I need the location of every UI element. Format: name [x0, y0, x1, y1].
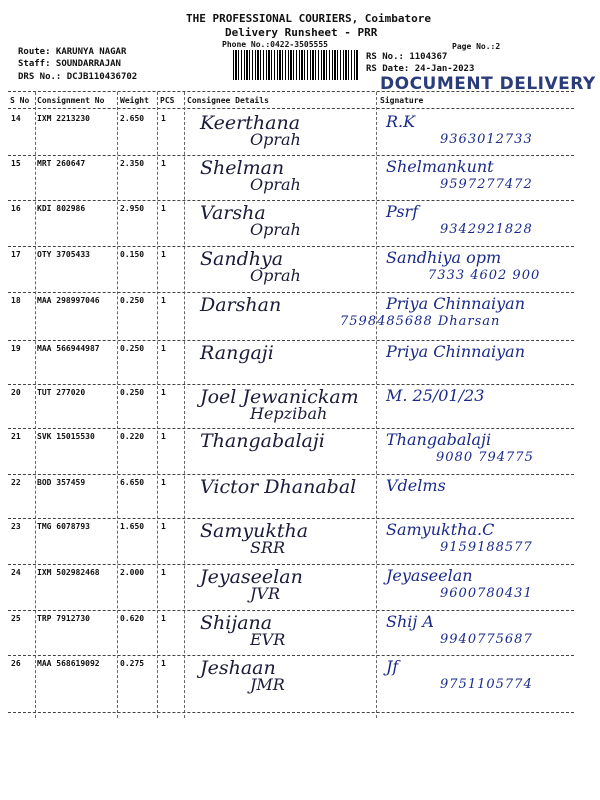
row-pcs: 1	[161, 250, 166, 259]
col-signature-header: Signature	[380, 96, 424, 105]
row-pcs: 1	[161, 388, 166, 397]
row-weight: 2.000	[120, 568, 145, 577]
row-separator	[8, 610, 574, 611]
consignee-area: Oprah	[250, 220, 301, 239]
route: Route: KARUNYA NAGAR	[18, 47, 127, 57]
row-sno: 25	[11, 614, 21, 623]
signature-scrawl: Jf	[386, 657, 399, 676]
drs-number: DRS No.: DCJB110436702	[18, 72, 138, 82]
row-separator	[8, 155, 574, 156]
phone-number: Phone No.:0422-3505555	[222, 40, 328, 49]
row-consignment-no: KDI 802986	[37, 204, 86, 213]
row-consignment-no: IXM 502982468	[37, 568, 100, 577]
row-weight: 0.250	[120, 344, 145, 353]
col-divider	[117, 92, 118, 718]
row-separator	[8, 474, 574, 475]
row-pcs: 1	[161, 296, 166, 305]
row-weight: 1.650	[120, 522, 145, 531]
document-delivery-stamp: DOCUMENT DELIVERY	[380, 74, 596, 94]
col-weight-header: Weight	[120, 96, 149, 105]
consignee-name: Jeyaseelan	[200, 566, 303, 588]
row-sno: 21	[11, 432, 21, 441]
row-separator	[8, 712, 574, 713]
row-pcs: 1	[161, 478, 166, 487]
col-divider	[184, 92, 185, 718]
signature-scrawl: Priya Chinnaiyan	[386, 294, 526, 313]
consignee-name: Keerthana	[200, 112, 301, 134]
row-pcs: 1	[161, 159, 166, 168]
consignee-area: SRR	[250, 538, 286, 557]
consignee-area: EVR	[250, 630, 286, 649]
consignee-area: JMR	[250, 675, 285, 694]
signature-phone: 9940775687	[440, 632, 533, 647]
consignee-name: Thangabalaji	[200, 430, 325, 452]
row-separator	[8, 340, 574, 341]
consignee-name: Darshan	[200, 294, 282, 316]
row-weight: 0.150	[120, 250, 145, 259]
consignee-name: Sandhya	[200, 248, 284, 270]
consignee-area: Oprah	[250, 130, 301, 149]
signature-phone: 9363012733	[440, 132, 533, 147]
row-separator	[8, 564, 574, 565]
row-consignment-no: IXM 2213230	[37, 114, 90, 123]
signature-scrawl: Priya Chinnaiyan	[386, 342, 526, 361]
signature-phone: 9159188577	[440, 540, 533, 555]
consignee-name: Samyuktha	[200, 520, 309, 542]
consignee-name: Victor Dhanabal	[200, 476, 357, 498]
signature-phone: 7598485688 Dharsan	[340, 314, 501, 329]
row-pcs: 1	[161, 568, 166, 577]
row-weight: 0.275	[120, 659, 145, 668]
row-consignment-no: TRP 7912730	[37, 614, 90, 623]
row-sno: 24	[11, 568, 21, 577]
consignee-name: Varsha	[200, 202, 266, 224]
row-sno: 23	[11, 522, 21, 531]
row-weight: 2.350	[120, 159, 145, 168]
col-divider	[376, 92, 377, 718]
row-separator	[8, 246, 574, 247]
row-sno: 18	[11, 296, 21, 305]
signature-scrawl: Sandhiya opm	[386, 248, 502, 267]
signature-scrawl: R.K	[386, 112, 416, 131]
row-weight: 0.250	[120, 296, 145, 305]
col-sno-header: S No	[10, 96, 30, 105]
row-weight: 2.950	[120, 204, 145, 213]
consignee-area: Oprah	[250, 266, 301, 285]
row-sno: 14	[11, 114, 21, 123]
signature-phone: 9342921828	[440, 222, 533, 237]
row-consignment-no: OTY 3705433	[37, 250, 90, 259]
signature-phone: 9080 794775	[436, 450, 534, 465]
row-pcs: 1	[161, 614, 166, 623]
row-sno: 26	[11, 659, 21, 668]
signature-scrawl: Samyuktha.C	[386, 520, 495, 539]
row-weight: 0.250	[120, 388, 145, 397]
row-pcs: 1	[161, 204, 166, 213]
page-number: Page No.:2	[452, 42, 501, 51]
row-sno: 17	[11, 250, 21, 259]
barcode-image	[233, 50, 359, 80]
row-consignment-no: MAA 566944987	[37, 344, 100, 353]
row-pcs: 1	[161, 114, 166, 123]
consignee-name: Joel Jewanickam	[200, 386, 359, 408]
row-weight: 0.220	[120, 432, 145, 441]
company-title: THE PROFESSIONAL COURIERS, Coimbatore	[186, 12, 432, 25]
consignee-name: Jeshaan	[200, 657, 276, 679]
row-weight: 2.650	[120, 114, 145, 123]
signature-phone: 9751105774	[440, 677, 533, 692]
rs-number: RS No.: 1104367	[366, 52, 448, 62]
row-separator	[8, 655, 574, 656]
col-pcs-header: PCS	[160, 96, 175, 105]
consignee-name: Shelman	[200, 157, 285, 179]
row-weight: 6.650	[120, 478, 145, 487]
row-pcs: 1	[161, 522, 166, 531]
signature-scrawl: Thangabalaji	[386, 430, 492, 449]
col-consignment-header: Consignment No	[37, 96, 105, 105]
consignee-name: Shijana	[200, 612, 273, 634]
row-sno: 16	[11, 204, 21, 213]
row-consignment-no: MAA 568619092	[37, 659, 100, 668]
col-divider	[157, 92, 158, 718]
consignee-area: Hepzibah	[250, 404, 328, 423]
row-pcs: 1	[161, 344, 166, 353]
signature-phone: 9597277472	[440, 177, 533, 192]
signature-scrawl: Vdelms	[386, 476, 446, 495]
col-divider	[35, 92, 36, 718]
signature-phone: 9600780431	[440, 586, 533, 601]
row-consignment-no: TMG 6078793	[37, 522, 90, 531]
col-consignee-header: Consignee Details	[187, 96, 269, 105]
sheet-title: Delivery Runsheet - PRR	[225, 26, 378, 39]
row-consignment-no: SVK 15015530	[37, 432, 95, 441]
header-top-rule	[8, 91, 574, 92]
row-separator	[8, 428, 574, 429]
consignee-area: JVR	[250, 584, 281, 603]
signature-scrawl: M. 25/01/23	[386, 386, 485, 405]
row-sno: 19	[11, 344, 21, 353]
row-separator	[8, 518, 574, 519]
row-separator	[8, 292, 574, 293]
row-separator	[8, 200, 574, 201]
row-consignment-no: BOD 357459	[37, 478, 86, 487]
row-sno: 22	[11, 478, 21, 487]
consignee-area: Oprah	[250, 175, 301, 194]
signature-scrawl: Shij A	[386, 612, 434, 631]
row-consignment-no: MAA 298997046	[37, 296, 100, 305]
row-weight: 0.620	[120, 614, 145, 623]
row-consignment-no: MRT 260647	[37, 159, 86, 168]
row-consignment-no: TUT 277020	[37, 388, 86, 397]
row-pcs: 1	[161, 659, 166, 668]
staff: Staff: SOUNDARRAJAN	[18, 59, 121, 69]
row-separator	[8, 384, 574, 385]
rs-date: RS Date: 24-Jan-2023	[366, 64, 475, 74]
signature-scrawl: Jeyaseelan	[386, 566, 473, 585]
consignee-name: Rangaji	[200, 342, 274, 364]
signature-scrawl: Shelmankunt	[386, 157, 494, 176]
row-sno: 20	[11, 388, 21, 397]
signature-scrawl: Psrf	[386, 202, 419, 221]
signature-phone: 7333 4602 900	[428, 268, 541, 283]
header-bottom-rule	[8, 108, 574, 109]
row-sno: 15	[11, 159, 21, 168]
row-pcs: 1	[161, 432, 166, 441]
